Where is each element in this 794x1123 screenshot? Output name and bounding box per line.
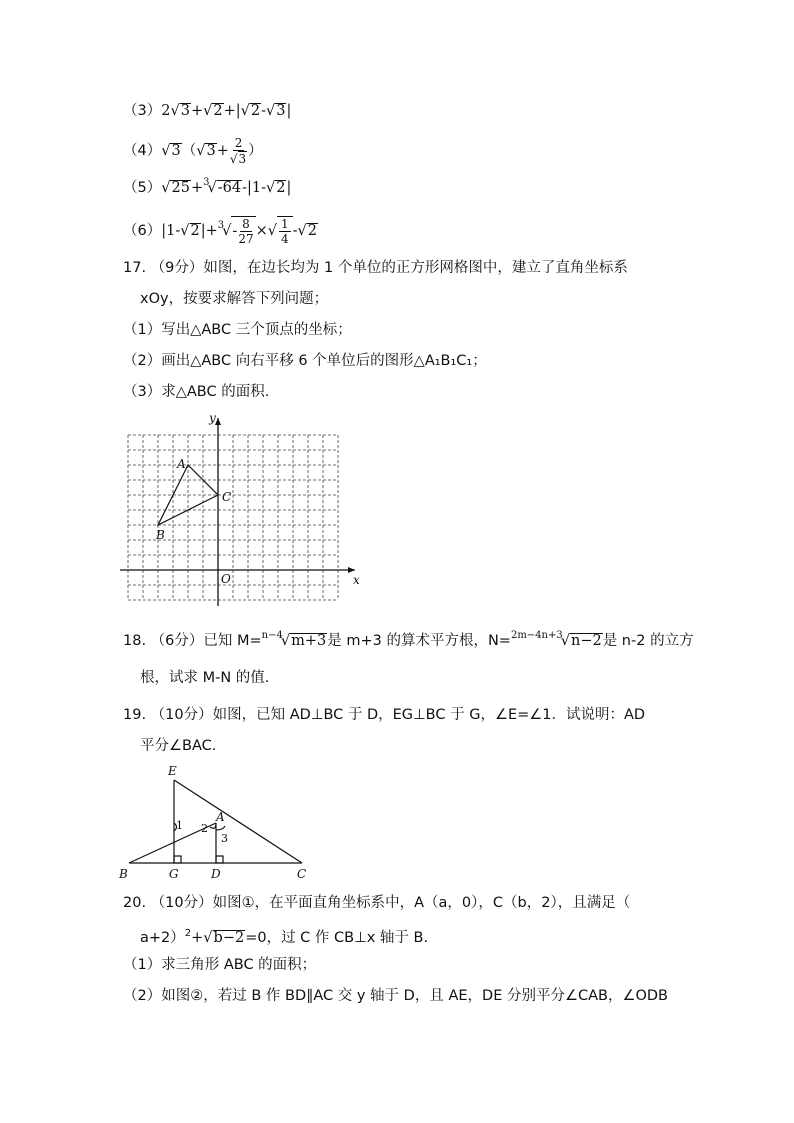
label-b: B (156, 528, 165, 542)
fraction (279, 217, 291, 246)
label-d: D (211, 867, 221, 881)
radicand: 2 (250, 103, 261, 119)
q17-sub1: （1）写出△ABC 三个顶点的坐标； (123, 322, 352, 338)
q17-text-line1: 17. （9分）如图，在边长均为 1 个单位的正方形网格图中，建立了直角坐标系 (123, 260, 628, 276)
angle-label-1: 1 (176, 819, 183, 832)
right-angle-d (216, 856, 223, 863)
radicand: m+3 (291, 633, 327, 649)
problem-4-label: （4） (123, 143, 162, 159)
q17-grid-figure (115, 408, 365, 610)
numerator: 8 (242, 216, 250, 231)
label-e: E (168, 764, 177, 778)
root-index: n−4 (261, 630, 283, 641)
radicand: 3 (180, 103, 190, 119)
grid-lines (128, 435, 338, 600)
label-origin: O (221, 572, 231, 586)
radicand: 2 (307, 223, 317, 239)
root-index: 3 (217, 220, 225, 231)
q19-text-line2: 平分∠BAC. (140, 738, 217, 754)
q20-sub1: （1）求三角形 ABC 的面积； (123, 957, 317, 973)
right-angle-g (174, 856, 181, 863)
numerator: 1 (280, 216, 289, 231)
figure-labels (155, 411, 360, 587)
q20-text-line2: a+2）$^2$+√b−2=0，过 C 作 CB⊥x 轴于 B. (140, 928, 429, 946)
q17-sub2: （2）画出△ABC 向右平移 6 个单位后的图形△A₁B₁C₁； (123, 353, 487, 369)
angle-label-2: 2 (201, 822, 208, 835)
fraction (238, 217, 253, 246)
label-c: C (297, 867, 307, 881)
angle-label-3: 3 (221, 832, 228, 845)
term: 1- (251, 180, 266, 196)
radicand: 2 (213, 103, 223, 119)
label-a: A (216, 810, 225, 824)
root-index: 3 (203, 177, 210, 188)
q17-text-line2: xOy，按要求解答下列问题； (140, 291, 329, 307)
q20-text-a: a+2） (140, 929, 185, 946)
label-g: G (169, 867, 179, 881)
radicand: 3 (238, 151, 247, 166)
problem-3: （3）2√3+√2+|√2-√3| (123, 103, 292, 119)
line-ec (174, 780, 302, 863)
q17-sub3: （3）求△ABC 的面积. (123, 384, 270, 400)
term: 1- (166, 223, 181, 239)
q18-text-b: 是 m+3 的算术平方根，N= (327, 633, 511, 649)
problem-5-label: （5） (123, 180, 162, 196)
y-axis-arrow (215, 418, 221, 425)
label-x-axis: x (353, 573, 360, 587)
label-y-axis: y (209, 411, 216, 425)
angle-arc-3 (216, 826, 225, 830)
axes (120, 418, 355, 606)
radicand: 3 (206, 143, 216, 159)
label-a: A (177, 457, 186, 471)
problem-3-label: （3） (123, 103, 162, 119)
exponent: 2 (184, 928, 192, 939)
problem-6: （6）|1-√2|+$^3$√- $\frac{8}{27}$ ×√ $\frac{1}{4}$ -√2 (123, 216, 317, 246)
label-b: B (119, 867, 128, 881)
radicand: n−2 (570, 633, 602, 649)
q19-text-line1: 19. （10分）如图，已知 AD⊥BC 于 D，EG⊥BC 于 G，∠E=∠1．试说明：AD (123, 707, 646, 723)
q20-sub2: （2）如图②，若过 B 作 BD∥AC 交 y 轴于 D，且 AE，DE 分别平分∠CAB，∠ODB (123, 988, 668, 1004)
root-index: 2m−4n+3 (510, 630, 563, 641)
q20-text-b: =0，过 C 作 CB⊥x 轴于 B. (245, 929, 429, 946)
problem-5: （5）√25+$^3$√-64-|1-√2| (123, 177, 292, 196)
fraction: $\frac{2}{√3}$ (229, 135, 247, 166)
radicand: 3 (171, 143, 181, 159)
q18-text-line1: 18. （6分）已知 M=$^{n-4}$√m+3是 m+3 的算术平方根，N=$^{2m-4n+3}$√n−2是 n-2 的立方 (123, 630, 694, 649)
q18-text-line2: 根，试求 M-N 的值. (140, 670, 270, 686)
numerator: 2 (234, 135, 243, 150)
radicand: 3 (276, 103, 286, 119)
label-c: C (222, 490, 232, 504)
denominator: 4 (280, 231, 289, 246)
radicand: b−2 (213, 929, 245, 946)
problem-6-label: （6） (123, 223, 162, 239)
q18-text-a: 18. （6分）已知 M= (123, 633, 262, 649)
radicand: 25 (171, 180, 190, 196)
denominator: 27 (238, 231, 254, 246)
radicand: 2 (190, 223, 200, 239)
radicand: -64 (217, 180, 242, 196)
problem-4: （4）√3（√3+ $\frac{2}{√3}$ ） (123, 135, 263, 166)
radicand: 2 (276, 180, 286, 196)
q18-text-c: 是 n-2 的立方 (602, 633, 694, 649)
q19-figure (115, 760, 315, 885)
q20-text-line1: 20. （10分）如图①，在平面直角坐标系中，A（a，0），C（b，2），且满足（ (123, 895, 631, 911)
